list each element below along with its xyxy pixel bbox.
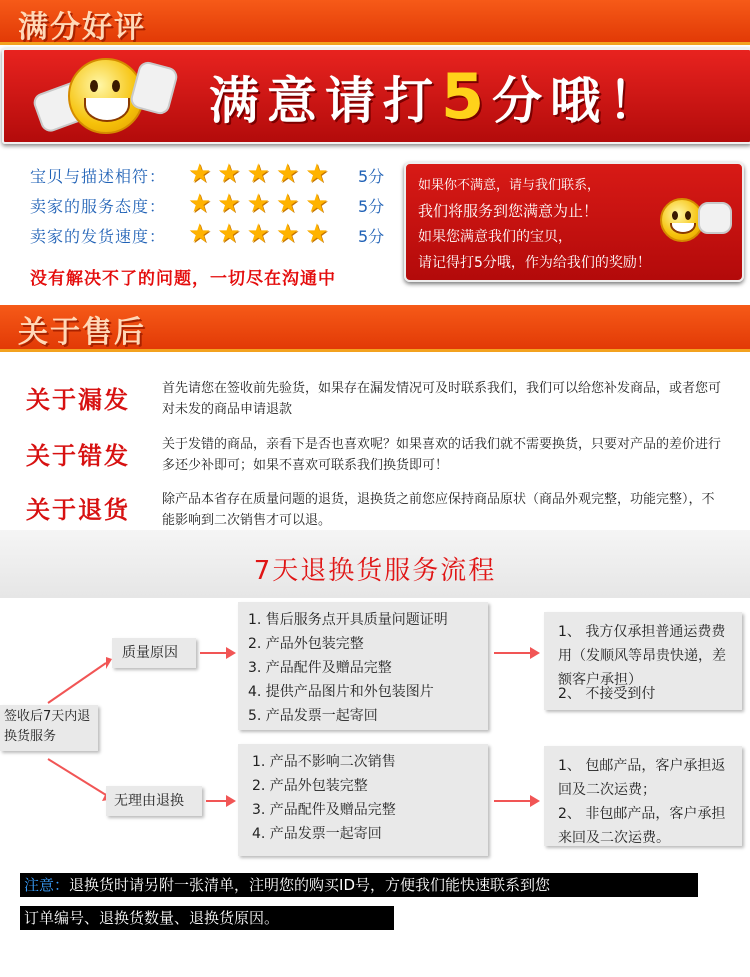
quality-step: 5. 产品发票一起寄回 [248,708,378,724]
quality-steps-box [238,602,488,730]
rating-label: 卖家的服务态度： [30,197,167,216]
rating-banner [2,48,750,144]
note-line: 如果你不满意，请与我们联系， [418,178,601,193]
rating-score: 5分 [358,167,385,186]
no-reason-result-box [544,746,742,846]
banner-prefix: 满意请打 [209,72,441,130]
section-title-wrong: 关于错发 [26,442,130,470]
arrow-icon [200,652,234,654]
thumb-up-icon [128,60,179,117]
section-title-return: 关于退货 [26,496,130,524]
no-reason-result: 1、 包邮产品，客户承担返回及二次运费； [558,758,726,798]
note-line: 我们将服务到您满意为止！ [418,202,599,220]
section-title-missing: 关于漏发 [26,386,130,414]
satisfaction-note [404,162,744,282]
note-line: 如果您满意我们的宝贝， [418,229,572,245]
quality-step: 1. 售后服务点开具质量问题证明 [248,612,448,628]
header-bar-aftersale [0,305,750,352]
slogan: 没有解决不了的问题，一切尽在沟通中 [30,269,336,289]
banner-text [209,60,666,133]
section-text-wrong: 关于发错的商品，亲看下是否也喜欢呢？如果喜欢的话我们就不需要换货，只要对产品的差价进行多还少补即可；如果不喜欢可联系我们换货即可！ [162,437,722,473]
arrow-icon [206,800,234,802]
process-title: 7天退换货服务流程 [253,556,497,586]
header-bar-rating [0,0,750,45]
notice-line-1 [20,873,698,897]
star-rating: ★★★★★ [188,189,335,219]
no-reason-step: 1. 产品不影响二次销售 [252,754,396,770]
thumb-up-icon [698,202,732,234]
rating-label: 宝贝与描述相符： [30,167,167,186]
rating-score: 5分 [358,227,385,246]
header-title: 满分好评 [18,10,146,45]
arrow-icon [494,800,538,802]
no-reason-step: 3. 产品配件及赠品完整 [252,802,396,818]
arrow-icon [494,652,538,654]
no-reason-label: 无理由退换 [114,793,184,809]
notice-line-2 [20,906,394,930]
process-start-text: 签收后7天内退换货服务 [4,709,91,744]
no-reason-steps-box [238,744,488,856]
star-rating: ★★★★★ [188,159,335,189]
notice-text: 退换货时请另附一张清单，注明您的购买ID号，方便我们能快速联系到您 [69,876,550,894]
no-reason-result: 2、 非包邮产品，客户承担来回及二次运费。 [558,806,726,846]
no-reason-step: 2. 产品外包装完整 [252,778,368,794]
quality-step: 4. 提供产品图片和外包装图片 [248,684,434,700]
star-rating: ★★★★★ [188,219,335,249]
rating-label: 卖家的发货速度： [30,227,167,246]
quality-result: 1、 我方仅承担普通运费费用（发顺风等昂贵快递，差额客户承担） [558,624,726,688]
quality-reason-label: 质量原因 [122,645,178,661]
banner-five: 5 [441,60,493,133]
quality-step: 3. 产品配件及赠品完整 [248,660,392,676]
quality-step: 2. 产品外包装完整 [248,636,364,652]
section-text-return: 除产品本省存在质量问题的退货，退换货之前您应保持商品原状（商品外观完整，功能完整），不能影响到二次销售才可以退。 [162,492,715,528]
quality-reason-box [112,638,196,668]
quality-result: 2、 不接受到付 [558,686,656,702]
banner-suffix: 分哦！ [492,72,667,130]
note-line: 请记得打5分哦，作为给我们的奖励！ [418,255,651,271]
notice-text: 订单编号、退换货数量、退换货原因。 [24,909,280,927]
section-text-missing: 首先请您在签收前先验货，如果存在漏发情况可及时联系我们，我们可以给您补发商品，或者您可对未发的商品申请退款 [162,381,722,417]
branch-arrows [40,655,120,805]
notice-label: 注意： [24,876,70,894]
quality-result-box [544,612,742,710]
no-reason-box [106,786,202,816]
rating-score: 5分 [358,197,385,216]
no-reason-step: 4. 产品发票一起寄回 [252,826,382,842]
header-title: 关于售后 [18,315,146,350]
